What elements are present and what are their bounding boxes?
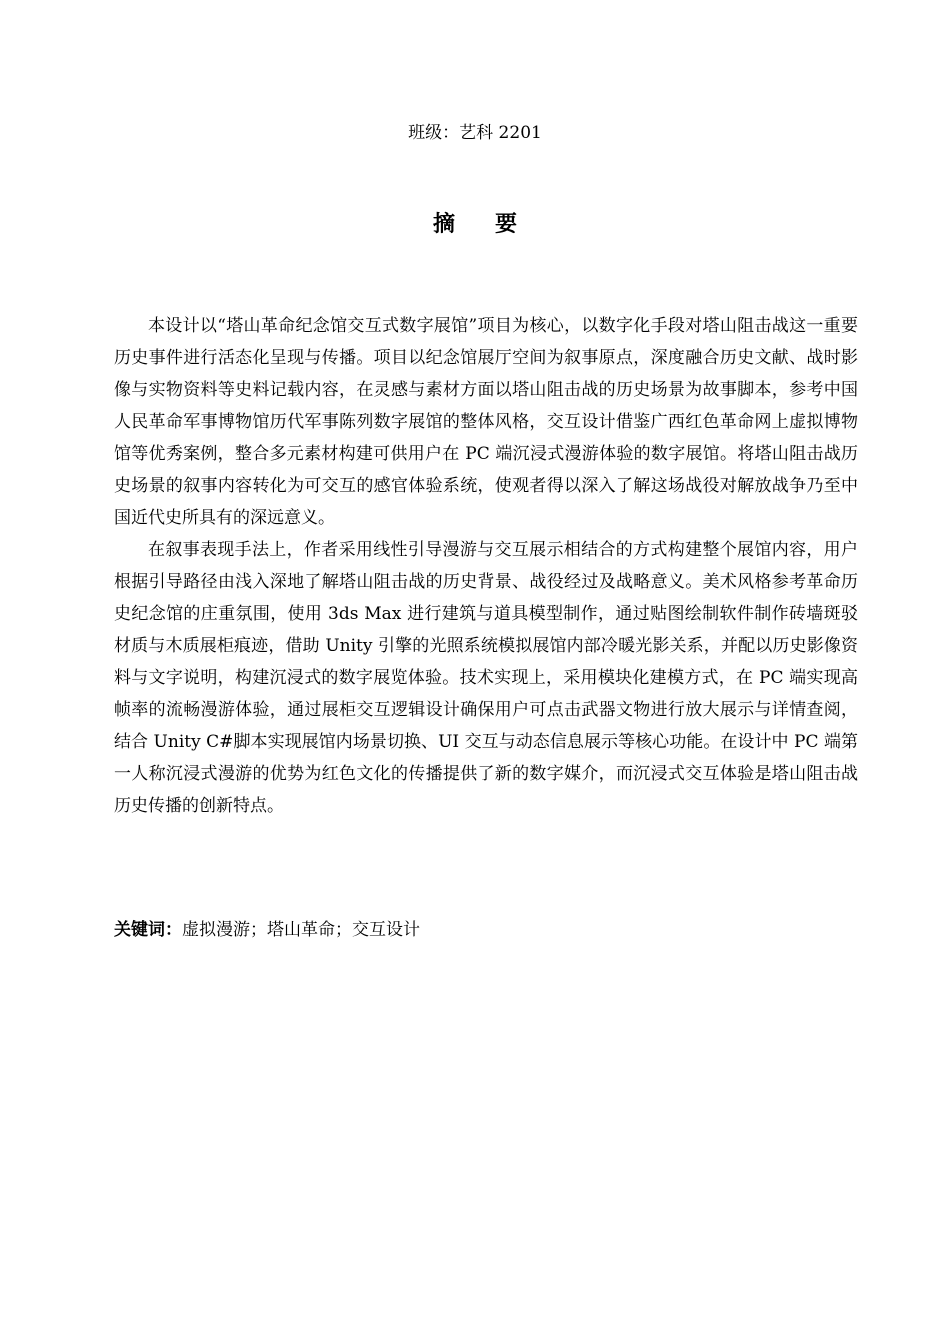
abstract-paragraph-2: 在叙事表现手法上，作者采用线性引导漫游与交互展示相结合的方式构建整个展馆内容，用户根据引导路径由浅入深地了解塔山阻击战的历史背景、战役经过及战略意义。美术风格参考革命历史纪念馆的庄重氛围，使用 3ds Max 进行建筑与道具模型制作，通过贴图绘制软件制作砖墙斑驳材质与木质展柜痕迹，借助 Unity 引擎的光照系统模拟展馆内部冷暖光影关系，并配以历史影像资料与文字说明，构建沉浸式的数字展览体验。技术实现上，采用模块化建模方式，在 PC 端实现高帧率的流畅漫游体验，通过展柜交互逻辑设计确保用户可点击武器文物进行放大展示与详情查阅，结合 Unity C#脚本实现展馆内场景切换、UI 交互与动态信息展示等核心功能。在设计中 PC 端第一人称沉浸式漫游的优势为红色文化的传播提供了新的数字媒介，而沉浸式交互体验是塔山阻击战历史传播的创新特点。 — [114, 540, 858, 816]
class-info: 班级：艺科 2201 — [408, 123, 542, 143]
keywords-line — [114, 914, 858, 946]
keywords-value: 虚拟漫游；塔山革命；交互设计 — [182, 920, 420, 940]
keywords-label: 关键词： — [114, 920, 182, 940]
abstract-title: 摘要 — [432, 211, 557, 237]
abstract-paragraph-1: 本设计以“塔山革命纪念馆交互式数字展馆”项目为核心，以数字化手段对塔山阻击战这一重要历史事件进行活态化呈现与传播。项目以纪念馆展厅空间为叙事原点，深度融合历史文献、战时影像与实物资料等史料记载内容，在灵感与素材方面以塔山阻击战的历史场景为故事脚本，参考中国人民革命军事博物馆历代军事陈列数字展馆的整体风格，交互设计借鉴广西红色革命网上虚拟博物馆等优秀案例，整合多元素材构建可供用户在 PC 端沉浸式漫游体验的数字展馆。将塔山阻击战历史场景的叙事内容转化为可交互的感官体验系统，使观者得以深入了解这场战役对解放战争乃至中国近代史所具有的深远意义。 — [114, 316, 858, 528]
abstract-body — [114, 310, 858, 822]
